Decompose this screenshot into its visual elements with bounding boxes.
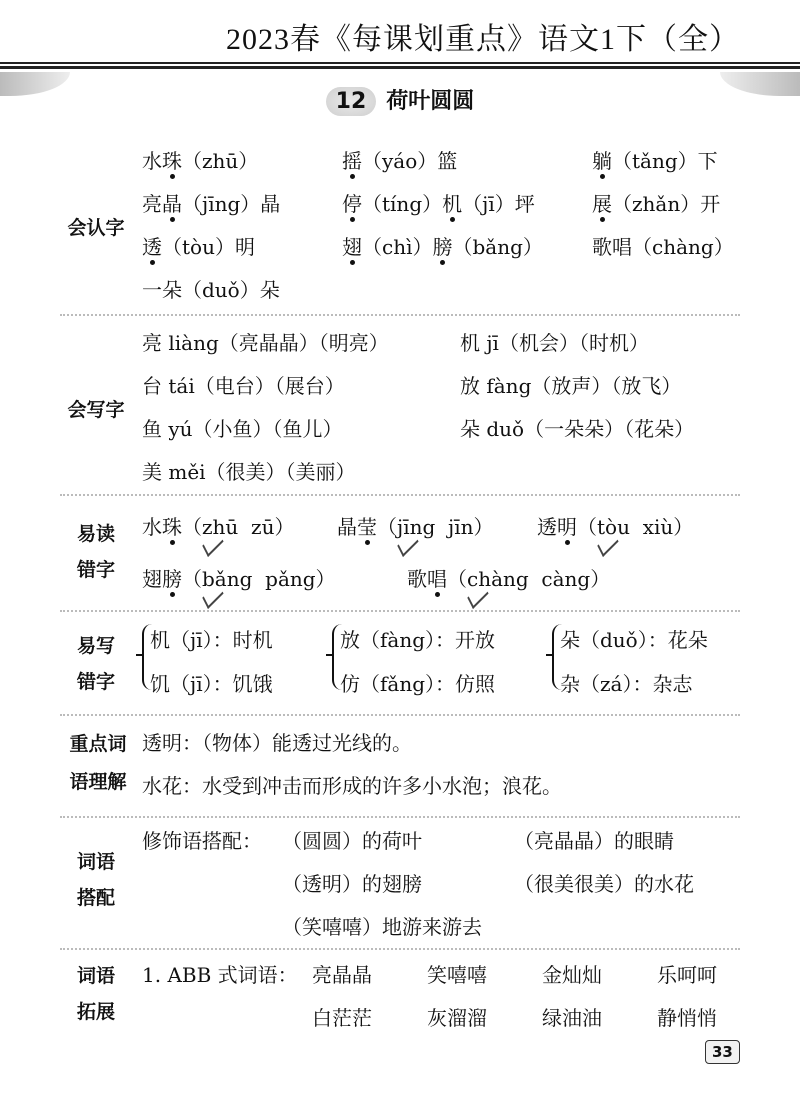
lesson-number: 12	[326, 87, 377, 116]
section-renzi	[60, 140, 740, 316]
section-label: 词语	[76, 965, 115, 987]
section-yidu	[60, 502, 740, 612]
renzi-row: 透（tòu）明 翅（chì）膀（bǎng） 歌唱（chàng）	[142, 235, 734, 259]
header-rule-thick	[0, 66, 800, 69]
page-number: 33	[705, 1040, 740, 1064]
section-dapei	[60, 820, 740, 950]
section-label: 会认字	[67, 217, 125, 239]
section-content: 修饰语搭配： （圆圆）的荷叶 （亮晶晶）的眼睛 （透明）的翅膀 （很美很美）的水花 （笑嘻嘻）地游来游去	[142, 829, 694, 939]
section-label: 错字	[76, 559, 115, 581]
section-content: 透明：（物体）能透过光线的。 水花：水受到冲击而形成的许多小水泡；浪花。	[142, 731, 562, 798]
lesson-name: 荷叶圆圆	[386, 89, 475, 114]
section-label: 易写	[76, 635, 115, 657]
header-rule	[0, 62, 800, 64]
section-lijie	[60, 722, 740, 818]
section-tuozhan	[60, 954, 740, 1040]
section-content: 1. ABB 式词语： 亮晶晶 笑嘻嘻 金灿灿 乐呵呵 白茫茫 灰溜溜 绿油油 静悄悄	[142, 963, 717, 1030]
section-yixie: 易写 错字 机（jī）：时机 饥（jī）：饥饿 放（fàng）：开放 仿（fǎng）：仿照 朵（duǒ）：花朵 杂（zá）：杂志	[60, 616, 740, 716]
lesson-title	[0, 84, 800, 116]
section-label: 重点词	[69, 733, 127, 755]
renzi-row: 亮晶（jīng）晶 停（tíng）机（jī）坪 展（zhǎn）开	[142, 192, 721, 216]
section-label: 语理解	[69, 771, 127, 793]
section-label: 搭配	[76, 887, 115, 909]
section-content: 水珠（zhū zū） 晶莹（jīng jīn） 透明（tòu xiù） 翅膀（bǎng pǎng） 歌唱（chàng càng）	[142, 506, 740, 610]
section-label: 拓展	[76, 1001, 115, 1023]
section-label: 会写字	[67, 399, 125, 421]
section-content	[142, 140, 740, 312]
renzi-row: 一朵（duǒ）朵	[142, 278, 280, 302]
section-label: 词语	[76, 851, 115, 873]
section-content: 亮 liàng（亮晶晶）（明亮） 机 jī（机会）（时机） 台 tái（电台）（展台） 放 fàng（放声）（放飞） 鱼 yú（小鱼）（鱼儿） 朵 duǒ（一朵朵）（花朵） 美 měi（很美）（美丽）	[142, 331, 695, 484]
section-label: 易读	[76, 523, 115, 545]
renzi-row: 水珠（zhū） 摇（yáo）篮 躺（tǎng）下	[142, 149, 718, 173]
section-xiezi	[60, 322, 740, 496]
book-title: 2023春《每课划重点》语文1下（全）	[226, 23, 740, 56]
section-label: 错字	[76, 671, 115, 693]
